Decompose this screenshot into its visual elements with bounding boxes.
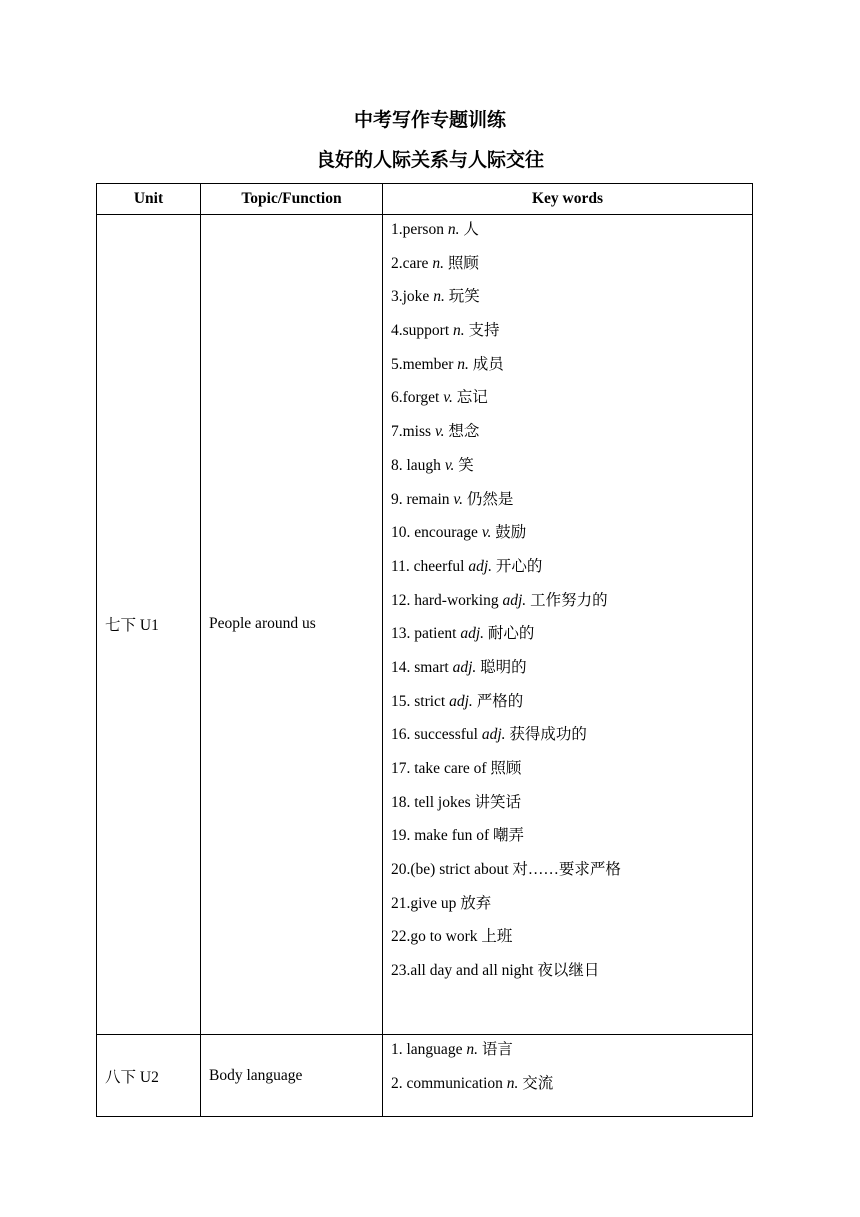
word-text: 13. patient [391,625,461,643]
key-word-item [391,1039,744,1073]
word-meaning: 开心的 [492,557,543,575]
topic-cell: Body language [201,1034,383,1116]
page-title: 中考写作专题训练 [353,109,506,131]
word-text: 11. cheerful [391,557,469,575]
word-text: 8. laugh [391,456,445,474]
word-text: 15. strict [391,692,450,710]
word-meaning: 想念 [444,423,480,441]
part-of-speech: adj. [460,625,484,643]
topic-cell: People around us [201,215,383,1035]
part-of-speech: adj. [452,658,477,676]
word-text: 2.care [391,254,433,272]
part-of-speech: n. [466,1040,478,1058]
word-text: 9. remain [391,490,454,508]
key-word-item [391,893,744,927]
key-word-item [391,590,744,624]
word-meaning: 获得成功的 [505,726,587,744]
word-text: 19. make fun of 嘲弄 [391,827,525,845]
word-text: 10. encourage [391,524,482,542]
part-of-speech: n. [447,221,460,238]
word-meaning: 成员 [468,355,504,373]
header-topic: Topic/Function [201,184,383,215]
header-unit: Unit [97,184,201,215]
part-of-speech: n. [432,254,444,272]
word-text: 1. language [391,1040,467,1058]
key-word-item [391,387,744,421]
word-meaning: 支持 [464,322,500,340]
word-meaning: 鼓励 [491,524,527,542]
key-word-item [391,219,744,253]
word-meaning: 笑 [454,456,474,474]
part-of-speech: v. [453,490,464,508]
key-word-item [391,455,744,489]
word-meaning: 聪明的 [476,658,527,676]
word-meaning: 工作努力的 [526,591,608,609]
key-word-item [391,724,744,758]
part-of-speech: v. [434,423,445,441]
key-word-item [391,657,744,691]
key-word-item [391,758,744,792]
word-text: 14. smart [391,658,453,676]
word-meaning: 玩笑 [444,288,480,306]
word-text: 18. tell jokes 讲笑话 [391,793,522,811]
key-word-item [391,1073,744,1107]
word-meaning: 交流 [518,1074,554,1092]
word-meaning: 语言 [477,1040,513,1058]
word-meaning: 仍然是 [463,490,514,508]
word-text: 16. successful [391,726,482,744]
word-text: 1.person [391,221,448,238]
table-header-row [97,184,753,215]
word-meaning: 严格的 [472,692,524,710]
key-word-item [391,691,744,725]
part-of-speech: v. [481,524,492,542]
part-of-speech: adj. [468,557,493,575]
key-word-item [391,623,744,657]
part-of-speech: n. [506,1074,519,1092]
key-word-item [391,320,744,354]
part-of-speech: n. [457,355,469,373]
word-text: 3.joke [391,288,434,306]
part-of-speech: adj. [449,692,473,710]
word-text: 12. hard-working [391,591,503,609]
word-text: 2. communication [391,1074,507,1092]
page-subtitle: 良好的人际关系与人际交往 [315,149,544,171]
table-row [97,215,753,1035]
part-of-speech: n. [453,322,465,340]
part-of-speech: adj. [481,726,506,744]
key-words-list [391,1035,744,1116]
word-text: 21.give up 放弃 [391,894,492,912]
part-of-speech: v. [443,389,453,407]
key-word-item [391,522,744,556]
key-word-item [391,926,744,960]
key-word-item [391,354,744,388]
word-text: 23.all day and all night 夜以继日 [391,962,600,980]
key-word-item [391,489,744,523]
word-text: 7.miss [391,423,435,441]
part-of-speech: n. [433,288,445,306]
word-meaning: 人 [459,221,479,238]
word-text: 6.forget [391,389,444,407]
word-meaning: 忘记 [452,389,488,407]
key-words-cell [383,1034,753,1116]
key-word-item [391,286,744,320]
unit-cell: 八下 U2 [97,1034,201,1116]
key-word-item [391,556,744,590]
header-key-words: Key words [383,184,753,215]
key-word-item [391,859,744,893]
word-text: 17. take care of 照顾 [391,760,522,777]
part-of-speech: v. [444,456,455,474]
key-word-item [391,960,744,994]
key-word-item [391,792,744,826]
key-words-cell [383,215,753,1035]
key-word-item [391,253,744,287]
word-text: 22.go to work 上班 [391,928,513,946]
word-text: 20.(be) strict about 对……要求严格 [391,861,621,879]
key-words-list [391,215,744,1034]
part-of-speech: adj. [502,591,527,609]
word-meaning: 耐心的 [484,625,535,643]
key-word-item [391,421,744,455]
word-text: 4.support [391,322,453,340]
table-row [97,1034,753,1116]
word-meaning: 照顾 [443,254,479,272]
word-text: 5.member [391,355,458,373]
key-words-table [96,183,753,1117]
key-word-item [391,825,744,859]
unit-cell: 七下 U1 [97,215,201,1035]
